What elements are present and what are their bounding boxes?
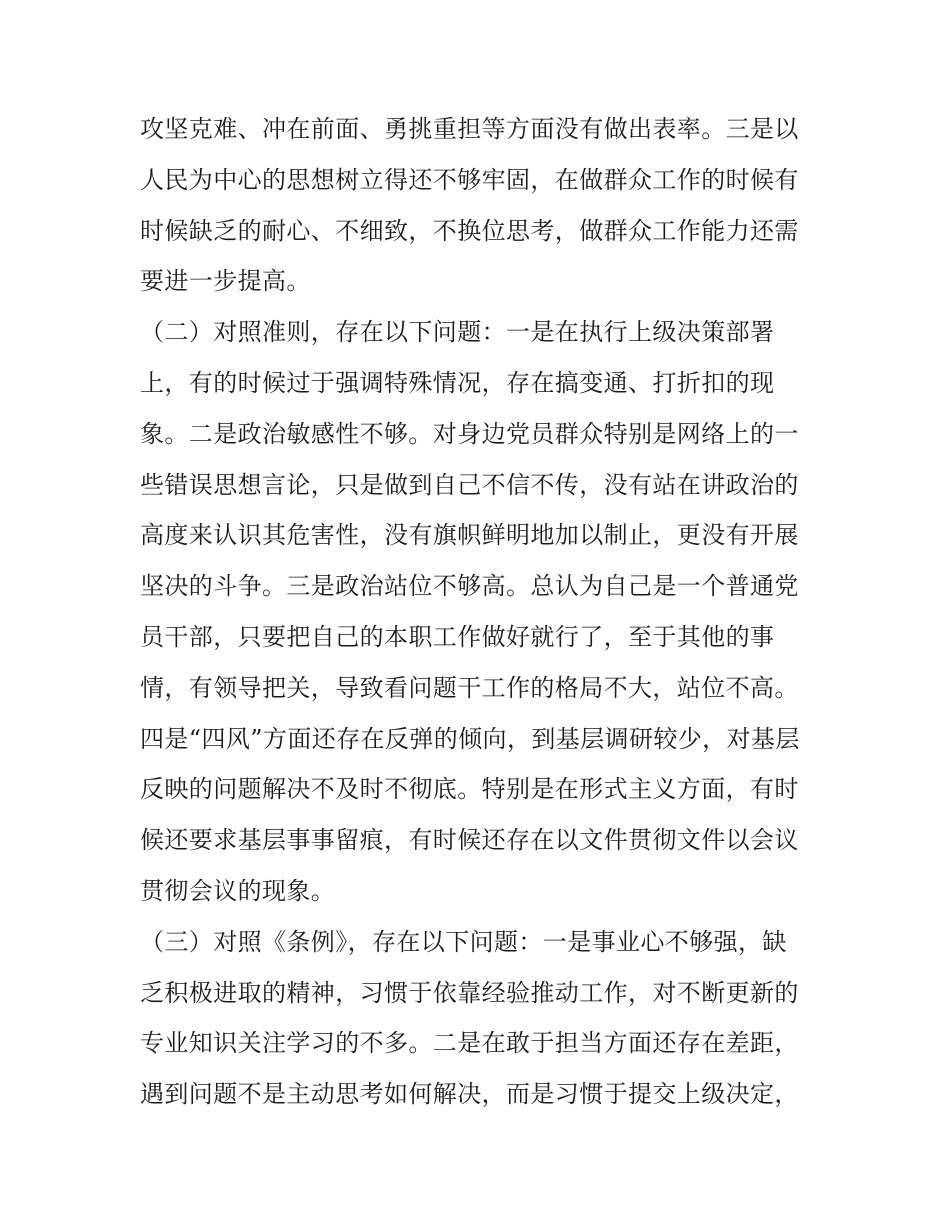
text-line: 反映的问题解决不及时不彻底。特别是在形式主义方面，有时 <box>140 775 799 804</box>
text-line: 坚决的斗争。三是政治站位不够高。总认为自己是一个普通党 <box>140 572 799 601</box>
text-line: 人民为中心的思想树立得还不够牢固，在做群众工作的时候有 <box>140 165 799 194</box>
text-line: 乏积极进取的精神，习惯于依靠经验推动工作，对不断更新的 <box>140 978 799 1007</box>
text-line: 情，有领导把关，导致看问题干工作的格局不大，站位不高。 <box>140 673 799 702</box>
document-body <box>140 104 820 1120</box>
text-line: 遇到问题不是主动思考如何解决，而是习惯于提交上级决定， <box>140 1080 799 1109</box>
text-line: 时候缺乏的耐心、不细致，不换位思考，做群众工作能力还需 <box>140 216 799 245</box>
text-line: 象。二是政治敏感性不够。对身边党员群众特别是网络上的一 <box>140 419 799 448</box>
text-line: 贯彻会议的现象。 <box>140 876 336 905</box>
section-heading-line: （三）对照《条例》，存在以下问题：一是事业心不够强，缺 <box>140 927 787 956</box>
text-line: 四是“四风”方面还存在反弹的倾向，到基层调研较少，对基层 <box>140 724 800 753</box>
text-line: 员干部，只要把自己的本职工作做好就行了，至于其他的事 <box>140 622 775 651</box>
text-line: 高度来认识其危害性，没有旗帜鲜明地加以制止，更没有开展 <box>140 521 799 550</box>
text-line: 要进一步提高。 <box>140 267 311 296</box>
text-line: 上，有的时候过于强调特殊情况，存在搞变通、打折扣的现 <box>140 368 775 397</box>
text-line: 候还要求基层事事留痕，有时候还存在以文件贯彻文件以会议 <box>140 826 799 855</box>
text-line: 专业知识关注学习的不多。二是在敢于担当方面还存在差距， <box>140 1029 799 1058</box>
text-line: 攻坚克难、冲在前面、勇挑重担等方面没有做出表率。三是以 <box>140 115 799 143</box>
section-heading-line: （二）对照准则，存在以下问题：一是在执行上级决策部署 <box>140 318 775 347</box>
text-line: 些错误思想言论，只是做到自己不信不传，没有站在讲政治的 <box>140 470 799 499</box>
